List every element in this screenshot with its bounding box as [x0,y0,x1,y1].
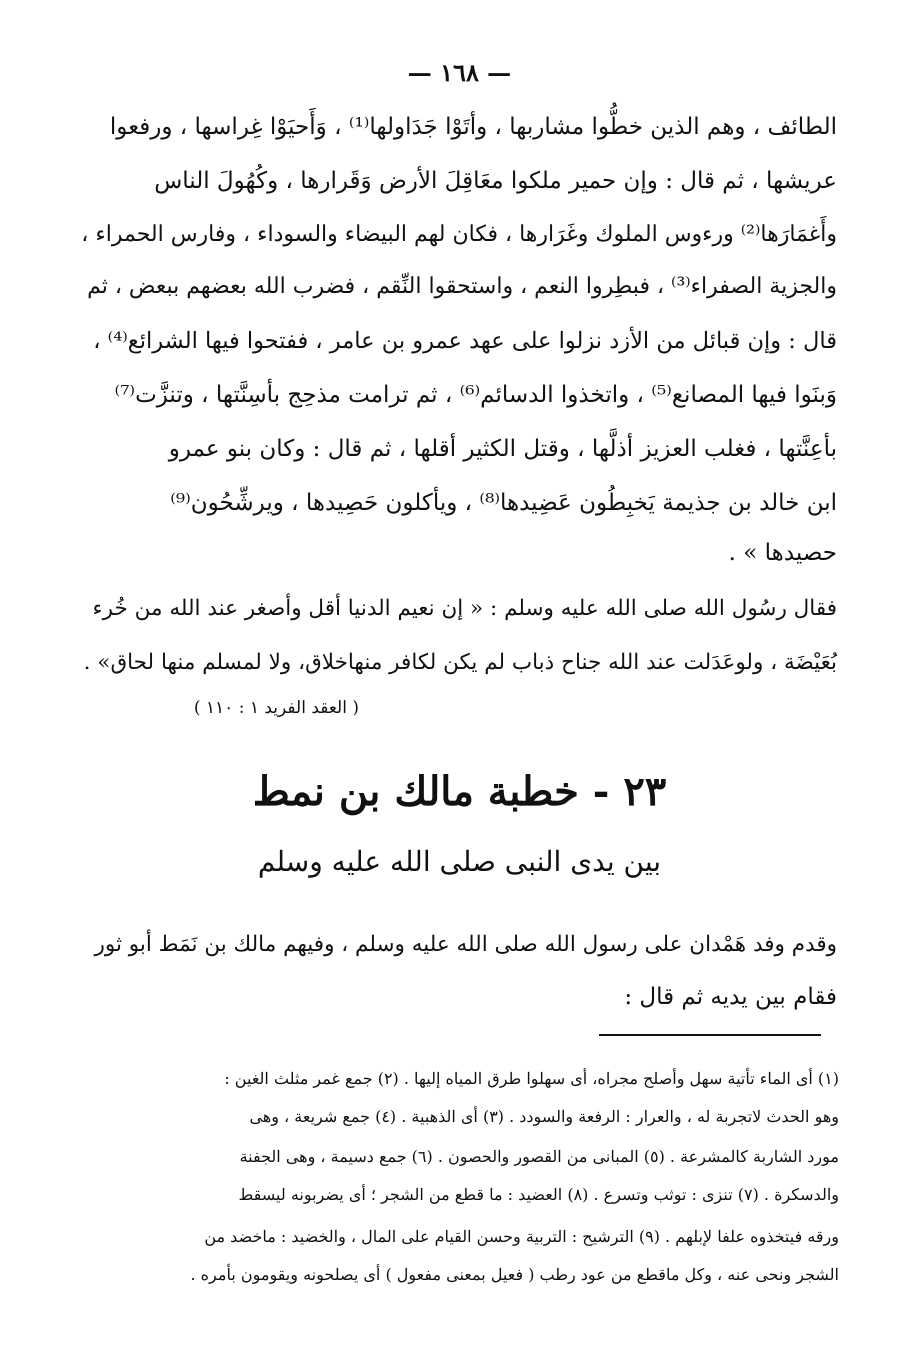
prophet-quote-line: فقال رسُول الله صلى الله عليه وسلم : « إن نعيم الدنيا أقل وأصغر عند الله من خُرء [92,596,837,621]
footnote-line: ورقه فيتخذوه علفا لإبلهم . (٩) الترشيح : التربية وحسن القيام على المال ، والخضيد : ماخضد من [204,1227,839,1246]
main-text-line: والجزية الصفراء⁽³⁾ ، فبطِروا النعم ، واستحقوا النِّقم ، فضرب الله بعضهم ببعض ، ثم [87,274,837,299]
section-subtitle: بين يدى النبى صلى الله عليه وسلم [257,845,662,878]
intro-text-line: فقام بين يديه ثم قال : [624,984,837,1010]
main-text-line: عريشها ، ثم قال : وإن حمير ملكوا معَاقِلَ الأرض وَقَرارها ، وكُهُولَ الناس [154,168,837,194]
main-text-line: بأعِنَّتها ، فغلب العزيز أذلَّها ، وقتل الكثير أقلها ، ثم قال : وكان بنو عمرو [168,436,837,462]
main-text-line: الطائف ، وهم الذين خطُّوا مشاربها ، وأتَوْا جَدَاولها⁽¹⁾ ، وَأَحيَوْا غِراسها ، ورفعوا [109,114,837,140]
main-text-line: وَبنَوا فيها المصانع⁽⁵⁾ ، واتخذوا الدسائم⁽⁶⁾ ، ثم ترامت مذحِج بأسِنَّتها ، وتنزَّت⁽⁷⁾ [114,382,837,408]
footnote-line: مورد الشاربة كالمشرعة . (٥) المبانى من القصور والحصون . (٦) جمع دسيمة ، وهى الجفنة [239,1147,839,1166]
footnote-line: والدسكرة . (٧) تنزى : توثب وتسرع . (٨) العضيد : ما قطع من الشجر ؛ أى يضربونه ليسقط [238,1185,839,1204]
citation: ( العقد الفريد ١ : ١١٠ ) [193,698,359,718]
footnote-line: وهو الحدث لاتجربة له ، والعرار : الرفعة والسودد . (٣) أى الذهبية . (٤) جمع شريعة ، وهى [249,1107,839,1126]
footnote-divider [599,1034,821,1036]
footnote-line: (١) أى الماء تأتية سهل وأصلح مجراه، أى سهلوا طرق المياه إليها . (٢) جمع غمر مثلث الغين : [224,1069,839,1088]
main-text-line: حصيدها » . [728,540,837,566]
main-text-line: ابن خالد بن جذيمة يَخبِطُون عَضِيدها⁽⁸⁾ ، ويأكلون حَصِيدها ، ويرشِّحُون⁽⁹⁾ [170,490,837,516]
page-number: — ١٦٨ — [407,58,512,87]
footnote-line: الشجر ونحى عنه ، وكل ماقطع من عود رطب ( فعيل بمعنى مفعول ) أى يصلحونه ويقومون بأمره . [190,1265,839,1284]
main-text-line: وأَغمَارَها⁽²⁾ ورءوس الملوك وغَرَارها ، فكان لهم البيضاء والسوداء ، وفارس الحمراء ، [81,222,837,247]
intro-text-line: وقدم وفد هَمْدان على رسول الله صلى الله عليه وسلم ، وفيهم مالك بن نَمَط أبو ثور [94,932,837,957]
section-title: ٢٣ - خطبة مالك بن نمط [252,768,667,815]
prophet-quote-line: بُعَيْضَة ، ولوعَدَلت عند الله جناح ذباب لم يكن لكافر منهاخلاق، ولا لمسلم منها لحاق» . [83,650,837,675]
main-text-line: قال : وإن قبائل من الأزد نزلوا على عهد عمرو بن عامر ، ففتحوا فيها الشرائع⁽⁴⁾ ، [93,328,837,354]
